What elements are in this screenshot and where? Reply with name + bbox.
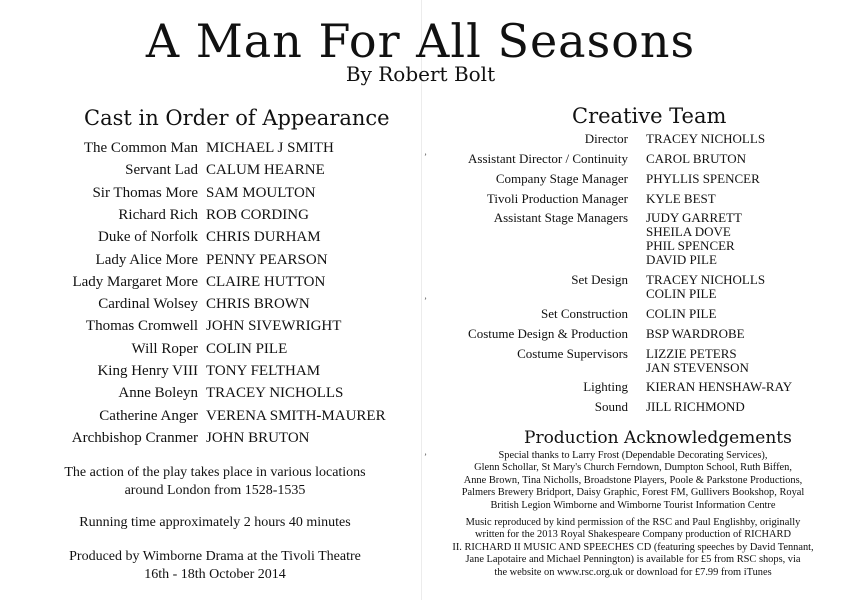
acknowledgement-line: Music reproduced by kind permission of the RSC and Paul Englishby, originally [465,517,801,528]
cast-actor: JOHN BRUTON [206,429,310,446]
cast-actor: ROB CORDING [206,206,309,223]
page-title: A Man For All Seasons [145,14,696,68]
cast-actor: CALUM HEARNE [206,162,325,179]
cast-row [0,341,420,363]
cast-role: Lady Margaret More [72,273,198,290]
creative-names [646,273,765,301]
cast-actor: CHRIS BROWN [206,296,310,313]
creative-names [646,192,716,206]
cast-role: Sir Thomas More [92,184,198,201]
creative-names [646,172,760,186]
cast-role: The Common Man [83,140,198,156]
creative-role: Set Construction [540,306,628,321]
creative-name: COLIN PILE [646,286,717,301]
creative-names [646,400,745,414]
creative-name: TRACEY NICHOLLS [646,131,766,146]
fold-mark: ’ [424,296,427,306]
cast-row [0,385,420,407]
produced-dates: 16th - 18th October 2014 [144,567,286,582]
cast-role: Cardinal Wolsey [98,296,198,313]
creative-names [646,307,716,321]
cast-role: Lady Alice More [95,251,198,268]
cast-row [0,408,420,430]
cast-row [0,207,420,229]
cast-role: Richard Rich [118,206,198,223]
creative-role: Assistant Stage Managers [493,210,628,225]
cast-role: Archbishop Cranmer [71,429,198,446]
creative-name: DAVID PILE [646,252,717,267]
cast-row [0,185,420,207]
setting-note [30,464,400,500]
fold-mark: ’ [424,152,427,162]
running-time: Running time approximately 2 hours 40 minutes [79,515,351,530]
page-fold [421,0,422,600]
creative-names [646,380,792,394]
cast-actor: MICHAEL J SMITH [206,140,334,156]
acknowledgement-line: the website on www.rsc.org.uk or download for £7.99 from iTunes [494,566,772,578]
cast-row [0,318,420,340]
acknowledgement-line: Palmers Brewery Bridport, Daisy Graphic, Forest FM, Gullivers Bookshop, Royal [461,487,805,499]
creative-names [646,211,742,267]
cast-row [0,140,420,162]
creative-role: Tivoli Production Manager [486,191,628,206]
cast-role: Anne Boleyn [118,385,198,402]
cast-role: Will Roper [131,340,198,357]
cast-actor: COLIN PILE [206,340,288,357]
cast-heading: Cast in Order of Appearance [84,106,390,130]
creative-role: Director [584,131,628,146]
creative-role: Costume Supervisors [517,346,628,361]
cast-actor: CLAIRE HUTTON [206,273,326,290]
creative-name: SHEILA DOVE [646,224,731,239]
creative-role: Set Design [571,272,628,287]
cast-actor: SAM MOULTON [206,184,316,201]
production-credit [30,548,400,584]
creative-role: Costume Design & Production [468,326,628,341]
creative-name: KIERAN HENSHAW-RAY [646,379,793,394]
acknowledgement-line: Glenn Schollar, St Mary's Church Ferndown, Dumpton School, Ruth Biffen, [474,462,792,474]
creative-heading: Creative Team [572,104,727,128]
cast-row [0,274,420,296]
cast-actor: VERENA SMITH-MAURER [206,407,386,424]
acknowledgement-line: Special thanks to Larry Frost (Dependable Decorating Services), [498,450,768,461]
creative-name: JUDY GARRETT [646,210,742,225]
acknowledgements-heading: Production Acknowledgements [524,428,792,448]
cast-role: Thomas Cromwell [85,318,198,335]
creative-names [646,327,745,341]
cast-row [0,162,420,184]
creative-name: PHYLLIS SPENCER [646,171,760,186]
author-byline: By Robert Bolt [345,62,496,86]
fold-mark: ’ [424,452,427,462]
creative-name: JAN STEVENSON [646,360,749,375]
creative-names [646,347,749,375]
creative-name: KYLE BEST [646,191,716,206]
cast-row [0,252,420,274]
setting-line: around London from 1528-1535 [124,483,306,498]
creative-role: Lighting [583,379,628,394]
cast-row [0,296,420,318]
cast-row [0,229,420,251]
cast-actor: TRACEY NICHOLLS [206,385,344,402]
creative-name: JILL RICHMOND [646,399,745,414]
creative-name: COLIN PILE [646,306,717,321]
cast-actor: CHRIS DURHAM [206,229,321,246]
creative-names [646,132,765,146]
acknowledgement-line: Jane Lapotaire and Michael Pennington) is available for £5 from RSC shops, via [465,554,801,566]
creative-name: TRACEY NICHOLLS [646,272,766,287]
acknowledgement-line: Anne Brown, Tina Nicholls, Broadstone Players, Poole & Parkstone Productions, [463,474,803,486]
produced-line: Produced by Wimborne Drama at the Tivoli Theatre [69,549,361,564]
cast-role: King Henry VIII [97,363,198,379]
creative-role: Assistant Director / Continuity [468,151,628,166]
creative-name: LIZZIE PETERS [646,346,737,361]
cast-role: Servant Lad [125,162,198,179]
creative-names [646,152,746,166]
cast-row [0,363,420,385]
acknowledgements-music [452,517,814,579]
creative-role: Sound [594,399,628,414]
cast-actor: JOHN SIVEWRIGHT [206,318,342,335]
acknowledgement-line: British Legion Wimborne and Wimborne Tourist Information Centre [490,499,776,511]
cast-row [0,430,420,452]
acknowledgement-line: II. RICHARD II MUSIC AND SPEECHES CD (featuring speeches by David Tennant, [452,541,814,553]
creative-role: Company Stage Manager [495,171,628,186]
setting-line: The action of the play takes place in various locations [64,465,366,480]
cast-role: Catherine Anger [99,407,198,424]
cast-actor: TONY FELTHAM [206,363,321,379]
cast-role: Duke of Norfolk [98,229,198,246]
acknowledgements-thanks [452,450,814,512]
acknowledgement-line: written for the 2013 Royal Shakespeare Company production of RICHARD [475,529,791,541]
creative-name: PHIL SPENCER [646,238,735,253]
creative-name: BSP WARDROBE [646,326,745,341]
cast-actor: PENNY PEARSON [206,251,328,268]
creative-name: CAROL BRUTON [646,151,747,166]
